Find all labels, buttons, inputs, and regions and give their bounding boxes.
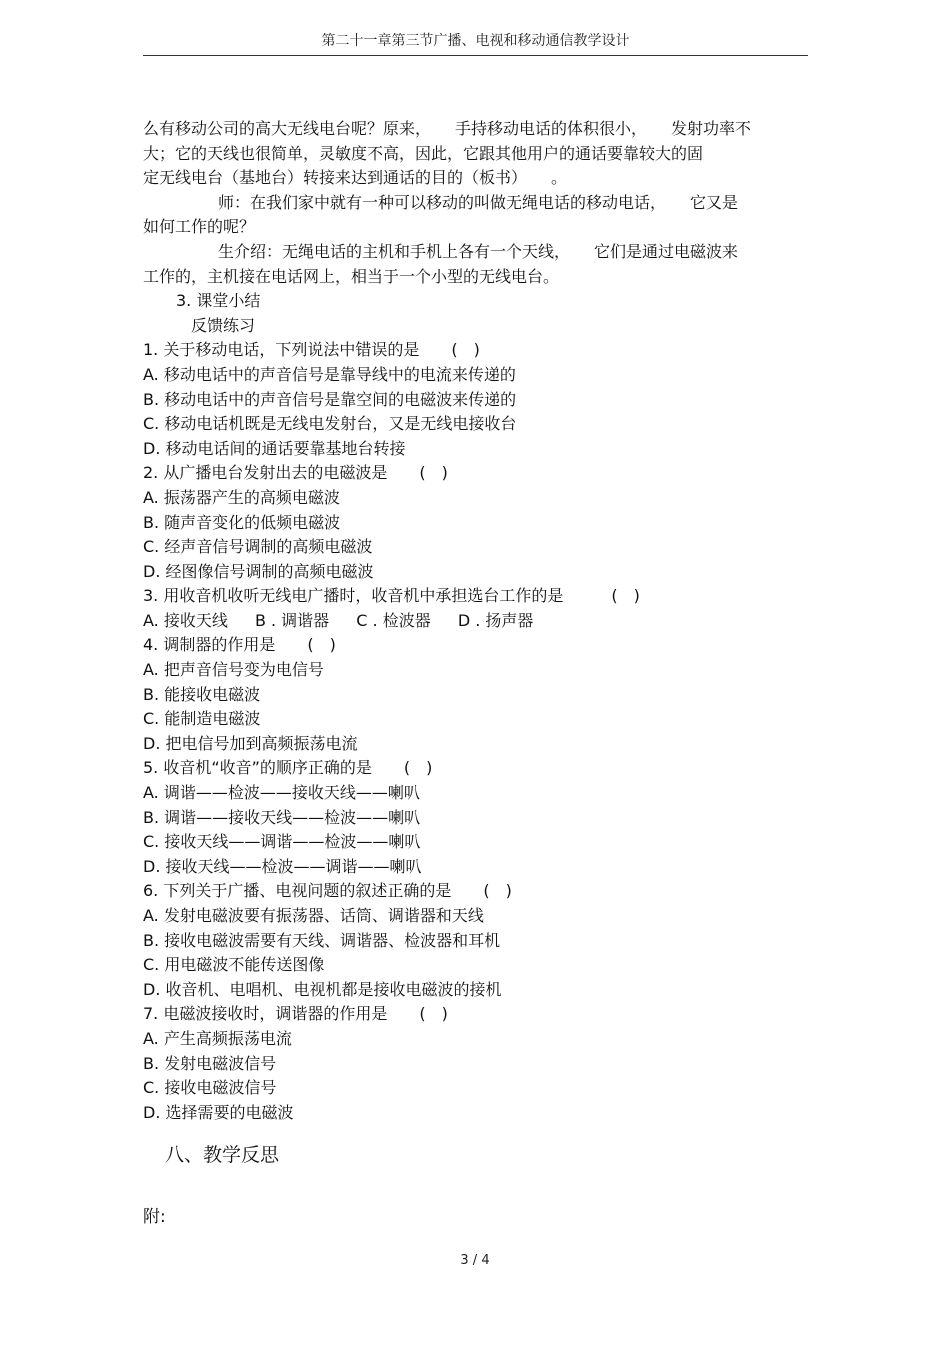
question-stem: 2. 从广播电台发射出去的电磁波是 ( ) (143, 463, 448, 483)
page-number: 3 / 4 (460, 1253, 490, 1268)
answer-option: D. 经图像信号调制的高频电磁波 (143, 561, 374, 581)
paragraph-line: 定无线电台（基地台）转接来达到通话的目的（板书） 。 (143, 168, 568, 188)
answer-option: A. 把声音信号变为电信号 (143, 660, 324, 680)
answer-option: C. 移动电话机既是无线电发射台，又是无线电接收台 (143, 414, 517, 434)
document-body (143, 117, 808, 1125)
question-stem: 7. 电磁波接收时，调谐器的作用是 ( ) (143, 1004, 448, 1024)
answer-option: D. 接收天线——检波——调谐——喇叭 (143, 856, 422, 876)
answer-option: D. 收音机、电唱机、电视机都是接收电磁波的接机 (143, 979, 502, 999)
paragraph-line: 如何工作的呢？ (143, 217, 256, 237)
practice-heading: 反馈练习 (191, 315, 256, 335)
answer-option: A. 接收天线 (143, 610, 228, 630)
answer-option: D. 移动电话间的通话要靠基地台转接 (143, 438, 406, 458)
answer-option: A. 振荡器产生的高频电磁波 (143, 487, 340, 507)
answer-option: C. 经声音信号调制的高频电磁波 (143, 537, 373, 557)
answer-option: C. 接收电磁波信号 (143, 1078, 277, 1098)
inline-options (143, 609, 808, 634)
question-stem: 4. 调制器的作用是 ( ) (143, 635, 336, 655)
answer-option: B. 发射电磁波信号 (143, 1053, 277, 1073)
paragraph-line: 师：在我们家中就有一种可以移动的叫做无绳电话的移动电话， 它又是 (218, 192, 739, 212)
answer-option: A. 移动电话中的声音信号是靠导线中的电流来传递的 (143, 364, 516, 384)
paragraph-line: 生介绍：无绳电话的主机和手机上各有一个天线， 它们是通过电磁波来 (218, 241, 739, 261)
paragraph-line: 么有移动公司的高大无线电台呢？原来， 手持移动电话的体积很小， 发射功率不 (143, 119, 752, 138)
question-stem: 1. 关于移动电话，下列说法中错误的是 ( ) (143, 340, 480, 360)
paragraph-line: 工作的，主机接在电话网上，相当于一个小型的无线电台。 (143, 266, 560, 286)
question-stem: 3. 用收音机收听无线电广播时，收音机中承担选台工作的是 ( ) (143, 586, 640, 606)
answer-option: D. 把电信号加到高频振荡电流 (143, 733, 358, 753)
answer-option: A. 产生高频振荡电流 (143, 1028, 292, 1048)
answer-option: C. 能制造电磁波 (143, 709, 261, 729)
appendix-label: 附: (143, 1207, 166, 1227)
paragraph-line: 大；它的天线也很简单，灵敏度不高，因此，它跟其他用户的通话要靠较大的固 (143, 143, 704, 163)
answer-option: B. 移动电话中的声音信号是靠空间的电磁波来传递的 (143, 389, 517, 409)
answer-option: D . 扬声器 (457, 610, 534, 630)
answer-option: C. 用电磁波不能传送图像 (143, 955, 325, 975)
answer-option: C. 接收天线——调谐——检波——喇叭 (143, 832, 421, 852)
question-stem: 6. 下列关于广播、电视问题的叙述正确的是 ( ) (143, 881, 512, 901)
summary-heading: 3. 课堂小结 (176, 291, 261, 311)
section-heading-reflection: 八、教学反思 (165, 1144, 280, 1166)
answer-option: B. 能接收电磁波 (143, 684, 261, 704)
answer-option: B. 调谐——接收天线——检波——喇叭 (143, 807, 421, 827)
answer-option: B. 随声音变化的低频电磁波 (143, 512, 341, 532)
question-stem: 5. 收音机“收音”的顺序正确的是 ( ) (143, 758, 433, 778)
answer-option: C . 检波器 (356, 610, 431, 630)
page-header (143, 30, 808, 56)
answer-option: A. 调谐——检波——接收天线——喇叭 (143, 783, 420, 803)
answer-option: B . 调谐器 (254, 610, 330, 630)
answer-option: A. 发射电磁波要有振荡器、话筒、调谐器和天线 (143, 906, 484, 925)
answer-option: D. 选择需要的电磁波 (143, 1102, 294, 1122)
answer-option: B. 接收电磁波需要有天线、调谐器、检波器和耳机 (143, 930, 501, 950)
header-title: 第二十一章第三节广播、电视和移动通信教学设计 (321, 33, 630, 49)
